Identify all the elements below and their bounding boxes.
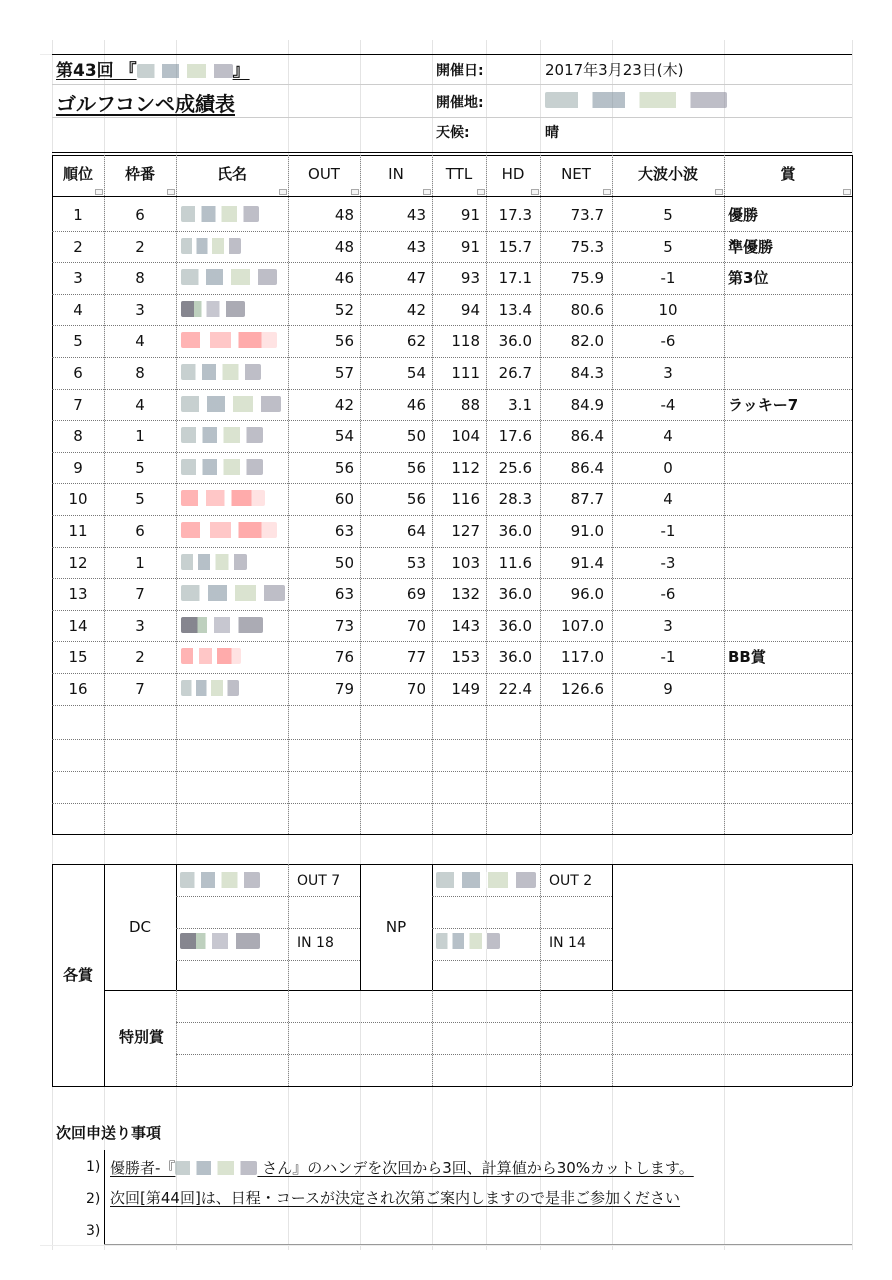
note-3-number: 3) (86, 1223, 101, 1239)
cell-award: 第3位 (728, 269, 769, 288)
cell-waku: 5 (135, 458, 145, 477)
cell-waku: 4 (135, 332, 145, 351)
cell-out: 54 (334, 427, 354, 446)
cell-in: 77 (406, 648, 426, 667)
cell-nami: -1 (660, 269, 676, 288)
cell-rank: 5 (73, 332, 83, 351)
cell-ttl: 88 (460, 395, 480, 414)
cell-in: 53 (406, 553, 426, 572)
awards-label: 各賞 (62, 966, 93, 984)
cell-hd: 3.1 (508, 395, 532, 414)
cell-ttl: 149 (451, 680, 480, 698)
cell-rank: 2 (73, 237, 83, 256)
cell-ttl: 112 (451, 458, 480, 477)
cell-award: 準優勝 (728, 237, 774, 256)
cell-in: 42 (406, 300, 426, 319)
cell-waku: 6 (135, 522, 145, 540)
cell-waku: 5 (135, 490, 145, 509)
cell-ttl: 111 (451, 364, 480, 382)
cell-hd: 15.7 (498, 237, 532, 256)
filter-dropdown-nami[interactable] (715, 189, 723, 195)
cell-net: 96.0 (570, 585, 604, 604)
date-label: 開催日: (436, 63, 484, 79)
col-header-waku: 枠番 (124, 165, 155, 183)
cell-rank: 3 (73, 269, 83, 288)
cell-nami: -6 (660, 332, 676, 351)
cell-out: 52 (334, 300, 354, 319)
note-1-number: 1) (86, 1159, 101, 1175)
col-header-nami: 大波小波 (637, 165, 698, 183)
redacted-venue (545, 92, 727, 108)
cell-out: 48 (334, 206, 354, 224)
cell-out: 73 (334, 616, 354, 635)
cell-in: 64 (406, 522, 426, 540)
cell-hd: 17.1 (498, 269, 532, 288)
cell-waku: 3 (135, 616, 145, 635)
cell-waku: 2 (135, 648, 145, 667)
venue-label: 開催地: (436, 95, 484, 111)
cell-rank: 7 (73, 395, 83, 414)
cell-net: 86.4 (570, 458, 604, 477)
cell-award: BB賞 (728, 648, 766, 667)
cell-in: 47 (406, 269, 426, 288)
np-in-hole: IN 14 (549, 935, 586, 951)
cell-nami: -6 (660, 585, 676, 604)
cell-in: 54 (406, 364, 426, 382)
cell-in: 56 (406, 458, 426, 477)
cell-waku: 2 (135, 237, 145, 256)
cell-net: 87.7 (570, 490, 604, 509)
cell-ttl: 103 (451, 553, 480, 572)
cell-out: 60 (334, 490, 354, 509)
cell-hd: 36.0 (498, 648, 532, 667)
np-label: NP (385, 918, 407, 936)
cell-waku: 3 (135, 300, 145, 319)
cell-hd: 17.3 (498, 206, 532, 224)
cell-in: 43 (406, 237, 426, 256)
cell-net: 84.3 (570, 364, 604, 382)
cell-award: 優勝 (728, 206, 759, 224)
date-value: 2017年3月23日(木) (545, 61, 684, 79)
note-1-prefix: 優勝者-『 (110, 1159, 176, 1177)
redacted-np-in-name (436, 933, 500, 949)
cell-out: 63 (334, 522, 354, 540)
cell-hd: 25.6 (498, 458, 532, 477)
filter-dropdown-ttl[interactable] (477, 189, 485, 195)
redacted-dc-in-name (180, 933, 260, 949)
cell-net: 91.0 (570, 522, 604, 540)
redacted-player-name (181, 364, 261, 380)
col-header-name: 氏名 (216, 165, 247, 183)
cell-hd: 17.6 (498, 427, 532, 446)
redacted-player-name (181, 522, 277, 538)
cell-net: 75.9 (570, 269, 604, 288)
cell-ttl: 91 (460, 206, 480, 224)
cell-net: 73.7 (570, 206, 604, 224)
redacted-player-name (181, 680, 239, 696)
cell-nami: 10 (658, 300, 678, 319)
cell-rank: 16 (68, 680, 88, 698)
cell-net: 126.6 (561, 680, 604, 698)
cell-waku: 7 (135, 585, 145, 604)
col-header-hd: HD (501, 165, 525, 183)
cell-rank: 6 (73, 364, 83, 382)
cell-net: 86.4 (570, 427, 604, 446)
col-header-out: OUT (308, 165, 340, 183)
redacted-player-name (181, 238, 241, 254)
cell-rank: 15 (68, 648, 88, 667)
cell-out: 48 (334, 237, 354, 256)
cell-net: 75.3 (570, 237, 604, 256)
cell-waku: 8 (135, 364, 145, 382)
cell-ttl: 143 (451, 616, 480, 635)
title-line2: ゴルフコンペ成績表 (56, 92, 235, 116)
cell-hd: 36.0 (498, 616, 532, 635)
redacted-event-name (137, 64, 233, 78)
special-award-label: 特別賞 (119, 1028, 165, 1046)
cell-rank: 8 (73, 427, 83, 446)
cell-hd: 28.3 (498, 490, 532, 509)
cell-waku: 1 (135, 553, 145, 572)
cell-net: 84.9 (570, 395, 604, 414)
dc-out-hole: OUT 7 (297, 873, 341, 889)
filter-dropdown-out[interactable] (351, 189, 359, 195)
cell-rank: 12 (68, 553, 88, 572)
cell-out: 57 (334, 364, 354, 382)
note-2-number: 2) (86, 1191, 101, 1207)
weather-label: 天候: (436, 125, 470, 141)
redacted-player-name (181, 206, 259, 222)
redacted-dc-out-name (180, 872, 260, 888)
redacted-player-name (181, 617, 263, 633)
cell-rank: 13 (68, 585, 88, 604)
cell-waku: 8 (135, 269, 145, 288)
cell-ttl: 132 (451, 585, 480, 604)
cell-out: 46 (334, 269, 354, 288)
cell-nami: -3 (660, 553, 676, 572)
cell-in: 50 (406, 427, 426, 446)
cell-hd: 22.4 (498, 680, 532, 698)
cell-waku: 1 (135, 427, 145, 446)
redacted-winner-name (175, 1161, 257, 1175)
cell-rank: 1 (73, 206, 83, 224)
cell-waku: 7 (135, 680, 145, 698)
cell-hd: 13.4 (498, 300, 532, 319)
redacted-player-name (181, 427, 263, 443)
filter-dropdown-name[interactable] (279, 189, 287, 195)
cell-net: 80.6 (570, 300, 604, 319)
note-1-text (110, 1159, 694, 1176)
redacted-player-name (181, 396, 281, 412)
cell-in: 69 (406, 585, 426, 604)
cell-net: 82.0 (570, 332, 604, 351)
note-2-text: 次回[第44回]は、日程・コースが決定され次第ご案内しますので是非ご参加ください (110, 1189, 681, 1207)
cell-in: 70 (406, 616, 426, 635)
redacted-np-out-name (436, 872, 536, 888)
cell-nami: 3 (663, 364, 673, 382)
cell-net: 91.4 (570, 553, 604, 572)
cell-ttl: 93 (460, 269, 480, 288)
title-line1 (56, 62, 250, 80)
cell-out: 42 (334, 395, 354, 414)
cell-nami: 0 (663, 458, 673, 477)
redacted-player-name (181, 332, 277, 348)
filter-dropdown-rank[interactable] (95, 189, 103, 195)
dc-in-hole: IN 18 (297, 935, 334, 951)
cell-ttl: 104 (451, 427, 480, 446)
cell-nami: 3 (663, 616, 673, 635)
cell-award: ラッキー7 (728, 395, 799, 414)
redacted-player-name (181, 585, 285, 601)
cell-ttl: 91 (460, 237, 480, 256)
col-header-net: NET (561, 165, 591, 183)
cell-out: 63 (334, 585, 354, 604)
filter-dropdown-award[interactable] (843, 189, 851, 195)
np-out-hole: OUT 2 (549, 873, 593, 889)
cell-out: 76 (334, 648, 354, 667)
filter-dropdown-in[interactable] (423, 189, 431, 195)
weather-value: 晴 (545, 125, 559, 141)
cell-rank: 10 (68, 490, 88, 509)
col-header-award: 賞 (780, 165, 796, 183)
cell-ttl: 127 (451, 522, 480, 540)
cell-ttl: 118 (451, 332, 480, 351)
cell-out: 56 (334, 332, 354, 351)
cell-in: 62 (406, 332, 426, 351)
cell-rank: 14 (68, 616, 88, 635)
col-header-in: IN (388, 165, 404, 183)
cell-nami: 5 (663, 206, 673, 224)
redacted-player-name (181, 459, 263, 475)
redacted-player-name (181, 269, 277, 285)
cell-nami: -1 (660, 648, 676, 667)
cell-in: 46 (406, 395, 426, 414)
title-prefix: 第43回 『 (56, 61, 137, 81)
cell-nami: 4 (663, 427, 673, 446)
cell-in: 56 (406, 490, 426, 509)
note-1-suffix: さん』のハンデを次回から3回、計算値から30%カットします。 (257, 1159, 694, 1177)
cell-ttl: 153 (451, 648, 480, 667)
dc-label: DC (128, 918, 152, 936)
cell-nami: -4 (660, 395, 676, 414)
redacted-player-name (181, 301, 245, 317)
col-header-rank: 順位 (62, 165, 93, 183)
filter-dropdown-net[interactable] (603, 189, 611, 195)
cell-in: 43 (406, 206, 426, 224)
cell-rank: 4 (73, 300, 83, 319)
cell-rank: 9 (73, 458, 83, 477)
cell-nami: 9 (663, 680, 673, 698)
title-tail: 』 (232, 61, 250, 81)
cell-hd: 36.0 (498, 585, 532, 604)
redacted-player-name (181, 554, 247, 570)
cell-out: 56 (334, 458, 354, 477)
cell-net: 117.0 (561, 648, 604, 667)
notes-heading: 次回申送り事項 (56, 1124, 162, 1142)
cell-waku: 6 (135, 206, 145, 224)
col-header-ttl: TTL (445, 165, 473, 183)
cell-nami: 4 (663, 490, 673, 509)
cell-nami: 5 (663, 237, 673, 256)
cell-hd: 36.0 (498, 332, 532, 351)
cell-hd: 26.7 (498, 364, 532, 382)
cell-nami: -1 (660, 522, 676, 540)
cell-out: 79 (334, 680, 354, 698)
cell-ttl: 94 (460, 300, 480, 319)
cell-ttl: 116 (451, 490, 480, 509)
redacted-player-name (181, 490, 265, 506)
cell-waku: 4 (135, 395, 145, 414)
filter-dropdown-hd[interactable] (531, 189, 539, 195)
cell-hd: 36.0 (498, 522, 532, 540)
filter-dropdown-waku[interactable] (167, 189, 175, 195)
cell-rank: 11 (68, 522, 88, 540)
cell-out: 50 (334, 553, 354, 572)
cell-net: 107.0 (561, 616, 604, 635)
cell-hd: 11.6 (498, 553, 532, 572)
cell-in: 70 (406, 680, 426, 698)
redacted-player-name (181, 648, 241, 664)
